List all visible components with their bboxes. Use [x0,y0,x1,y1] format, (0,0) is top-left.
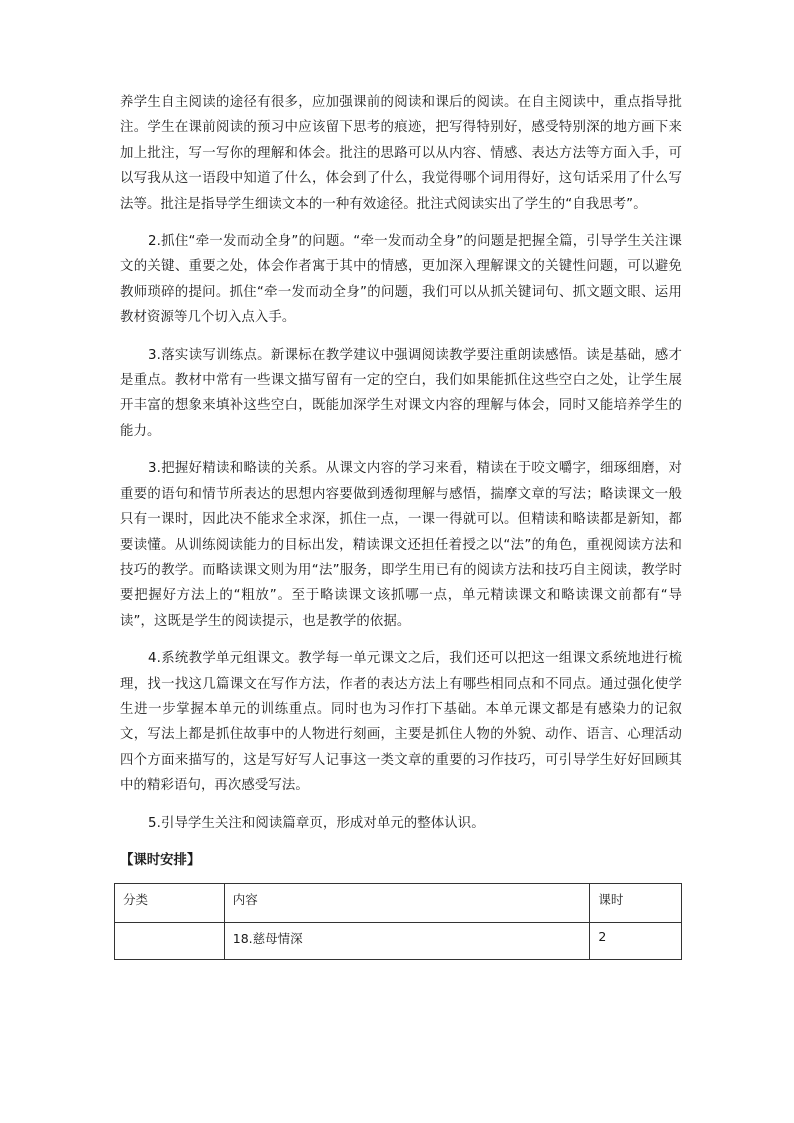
paragraph-1: 养学生自主阅读的途径有很多，应加强课前的阅读和课后的阅读。在自主阅读中，重点指导批注。学生在课前阅读的预习中应该留下思考的痕迹，把写得特别好，感受特别深的地方画下来加上批注，写一写你的理解和体会。批注的思路可以从内容、情感、表达方法等方面入手，可以写我从这一语段中知道了什么，体会到了什么，我觉得哪个词用得好，这句话采用了什么写法等。批注是指导学生细读文本的一种有效途径。批注式阅读实出了学生的“自我思考”。 [120,95,682,212]
cell-category [115,923,225,960]
table-row [115,923,682,960]
paragraph-6: 5.引导学生关注和阅读篇章页，形成对单元的整体认识。 [148,815,485,831]
schedule-table [114,883,682,960]
table-header-row [115,884,682,923]
paragraph-4: 3.把握好精读和略读的关系。从课文内容的学习来看，精读在于咬文嚼字，细琢细磨，对重要的语句和情节所表达的思想内容要做到透彻理解与感悟，揣摩文章的写法；略读课文一般只有一课时，因此决不能求全求深，抓住一点，一课一得就可以。但精读和略读都是新知，都要读懂。从训练阅读能力的目标出发，精读课文还担任着授之以“法”的角色，重视阅读方法和技巧的教学。而略读课文则为用“法”服务，即学生用已有的阅读方法和技巧自主阅读，教学时要把握好方法上的“粗放”。至于略读课文该抓哪一点，单元精读课文和略读课文前都有“导读”，这既是学生的阅读提示，也是教学的依据。 [120,461,682,629]
document-page [120,90,682,960]
paragraph-2: 2.抓住“牵一发而动全身”的问题。“牵一发而动全身”的问题是把握全篇，引导学生关注课文的关键、重要之处，体会作者寓于其中的情感，更加深入理解课文的关键性问题，可以避免教师琐碎的提问。抓住“牵一发而动全身”的问题，我们可以从抓关键词句、抓文题文眼、运用教材资源等几个切入点入手。 [120,234,682,326]
schedule-title: 【课时安排】 [120,852,201,868]
cell-hours: 2 [590,923,682,960]
paragraph-3: 3.落实读写训练点。新课标在教学建议中强调阅读教学要注重朗读感悟。读是基础，感才是重点。教材中常有一些课文描写留有一定的空白，我们如果能抓住这些空白之处，让学生展开丰富的想象来填补这些空白，既能加深学生对课文内容的理解与体会，同时又能培养学生的能力。 [120,347,682,439]
paragraph-5: 4.系统教学单元组课文。教学每一单元课文之后，我们还可以把这一组课文系统地进行梳理，找一找这几篇课文在写作方法，作者的表达方法上有哪些相同点和不同点。通过强化使学生进一步掌握本单元的训练重点。同时也为习作打下基础。本单元课文都是有感染力的记叙文，写法上都是抓住故事中的人物进行刻画，主要是抓住人物的外貌、动作、语言、心理活动四个方面来描写的，这是写好写人记事这一类文章的重要的习作技巧，可引导学生好好回顾其中的精彩语句，再次感受写法。 [120,651,682,794]
header-category: 分类 [115,884,225,923]
cell-content: 18.慈母情深 [224,923,590,960]
header-hours: 课时 [590,884,682,923]
header-content: 内容 [224,884,590,923]
